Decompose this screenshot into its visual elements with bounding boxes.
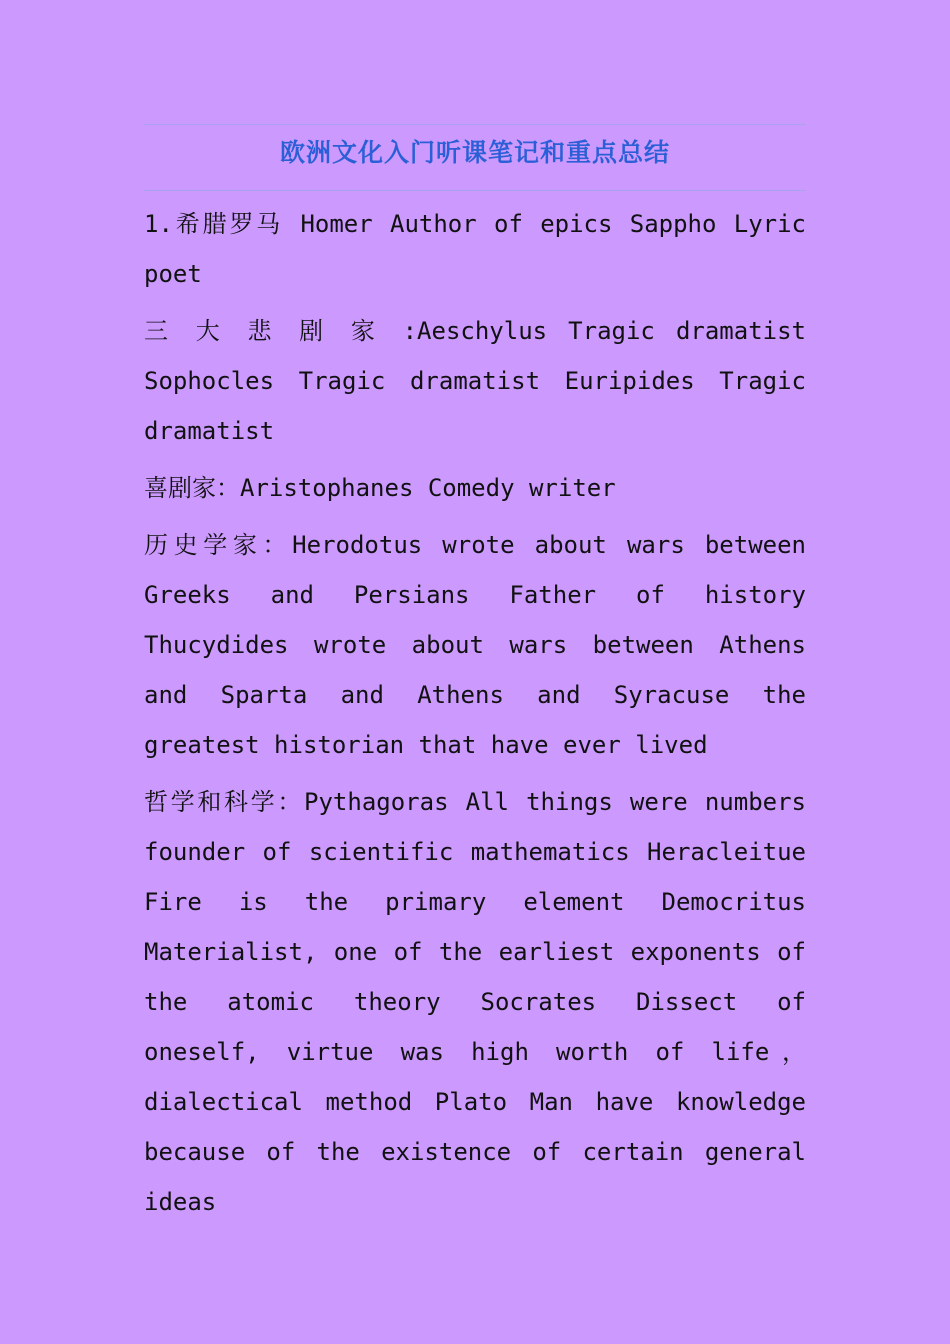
document-body <box>144 199 806 1227</box>
paragraph-comedy-writer: 喜剧家：Aristophanes Comedy writer <box>144 474 616 502</box>
document-page <box>144 0 806 1234</box>
paragraph-historians: 历史学家：Herodotus wrote about wars between Greeks and Persians Father of history Thucydides wrote about wars between Athens and Sparta and Athens and Syracuse the greatest historian that have ever lived <box>144 531 806 759</box>
title-top-rule <box>144 124 806 125</box>
paragraph-greece-rome: 1.希腊罗马 Homer Author of epics Sappho Lyric poet <box>144 210 806 288</box>
title-bottom-rule <box>144 190 806 191</box>
paragraph-philosophy-science: 哲学和科学：Pythagoras All things were numbers founder of scientific mathematics Heracleitue Fire is the primary element Democritus Materialist, one of the earliest exponents of the atomic theory Socrates Dissect of oneself, virtue was high worth of life， dialectical method Plato Man have knowledge because of the existence of certain general ideas <box>144 788 806 1216</box>
document-title: 欧洲文化入门听课笔记和重点总结 <box>279 138 670 167</box>
paragraph-tragic-dramatists: 三 大 悲 剧 家 :Aeschylus Tragic dramatist Sophocles Tragic dramatist Euripides Tragic dramatist <box>144 317 806 445</box>
